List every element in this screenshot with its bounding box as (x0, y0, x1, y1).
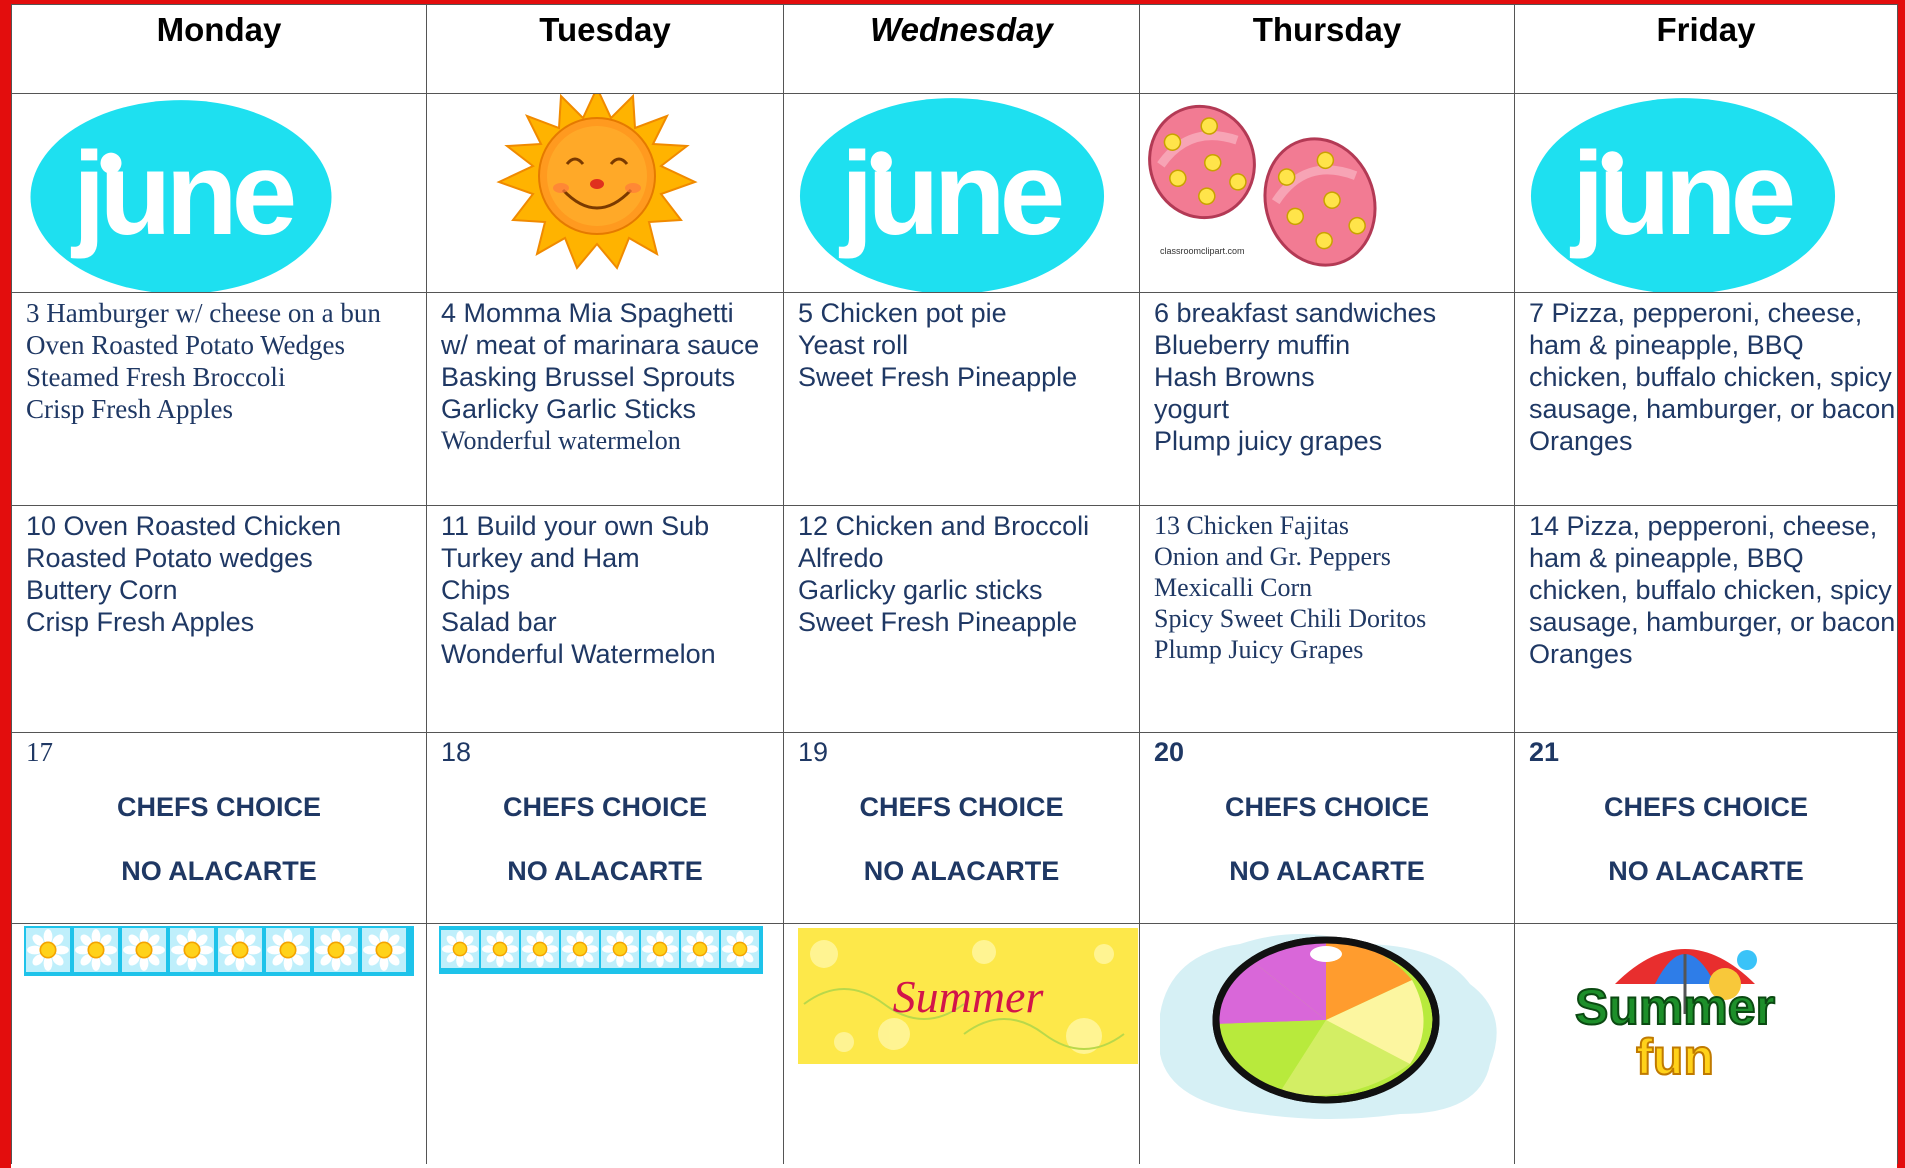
day-cell-june-18 (427, 733, 784, 924)
no-alacarte-label: NO ALACARTE (121, 856, 317, 886)
clipart-credit: classroomclipart.com (1160, 246, 1245, 256)
menu-line: Oven Roasted Potato Wedges (26, 330, 346, 360)
day-cell-june-6 (1140, 293, 1515, 506)
menu-line: Plump juicy grapes (1154, 426, 1383, 456)
june-text: june (1571, 128, 1791, 260)
fun-text: fun (1636, 1029, 1714, 1085)
day-cell-june-4 (427, 293, 784, 506)
menu-line: ham & pineapple, BBQ (1529, 543, 1804, 573)
summer-text: Summer (1574, 979, 1776, 1035)
day-cell-june-12 (784, 506, 1140, 733)
cell-summer-fun-image (1515, 924, 1898, 1165)
day-number: 17 (26, 737, 53, 767)
menu-line: 10 Oven Roasted Chicken (26, 511, 342, 541)
cell-sun-image (427, 94, 784, 293)
cell-june-logo-1 (12, 94, 427, 293)
june-text: june (840, 128, 1060, 260)
flip-flops-image (1140, 94, 1515, 292)
summer-script-text: Summer (892, 971, 1044, 1022)
menu-line: 11 Build your own Sub (441, 511, 710, 541)
day-number: 19 (798, 737, 829, 767)
menu-entry (1140, 293, 1514, 457)
daisy-border-image (12, 924, 427, 984)
cell-june-logo-3 (1515, 94, 1898, 293)
menu-line: 5 Chicken pot pie (798, 298, 1007, 328)
no-alacarte-label: NO ALACARTE (863, 856, 1060, 886)
menu-entry (427, 293, 783, 457)
menu-line: 13 Chicken Fajitas (1154, 511, 1349, 540)
menu-line: chicken, buffalo chicken, spicy (1529, 362, 1892, 392)
summer-fun-image (1515, 924, 1898, 1104)
menu-line: Hash Browns (1154, 362, 1315, 392)
menu-line: Wonderful Watermelon (441, 639, 716, 669)
day-number: 21 (1529, 737, 1560, 767)
day-header-friday: Friday (1515, 5, 1898, 94)
menu-line: Crisp Fresh Apples (26, 394, 234, 424)
menu-entry (1515, 506, 1897, 670)
smiling-sun-image (427, 94, 784, 292)
day-cell-june-3 (12, 293, 427, 506)
menu-line: Garlicky Garlic Sticks (441, 394, 697, 424)
day-cell-june-13 (1140, 506, 1515, 733)
menu-line: Turkey and Ham (441, 543, 640, 573)
menu-line: 6 breakfast sandwiches (1154, 298, 1437, 328)
no-alacarte-label: NO ALACARTE (1608, 856, 1804, 886)
day-cell-june-7 (1515, 293, 1898, 506)
menu-line: Wonderful watermelon (441, 426, 681, 455)
chefs-choice-label: CHEFS CHOICE (859, 792, 1064, 822)
menu-entry (784, 506, 1139, 638)
menu-line: Sweet Fresh Pineapple (798, 362, 1078, 392)
june-text: june (72, 128, 292, 260)
day-cell-june-20 (1140, 733, 1515, 924)
menu-line: Salad bar (441, 607, 557, 637)
day-cell-june-19 (784, 733, 1140, 924)
june-logo-image (784, 94, 1140, 292)
day-number: 20 (1154, 737, 1185, 767)
menu-entry (12, 506, 426, 638)
menu-line: Oranges (1529, 639, 1633, 669)
menu-line: w/ meat of marinara sauce (441, 330, 760, 360)
menu-line: Steamed Fresh Broccoli (26, 362, 286, 392)
chefs-choice-label: CHEFS CHOICE (502, 792, 708, 822)
clipart-row (12, 94, 1898, 293)
day-cell-june-11 (427, 506, 784, 733)
menu-line: Mexicalli Corn (1154, 573, 1313, 602)
menu-line: Roasted Potato wedges (26, 543, 313, 573)
menu-line: Sweet Fresh Pineapple (798, 607, 1078, 637)
menu-line: Oranges (1529, 426, 1633, 456)
chefs-choice-label: CHEFS CHOICE (1224, 792, 1430, 822)
summer-floral-image (784, 924, 1140, 1074)
menu-line: Onion and Gr. Peppers (1154, 542, 1391, 571)
menu-line: ham & pineapple, BBQ (1529, 330, 1804, 360)
menu-line: 4 Momma Mia Spaghetti (441, 298, 734, 328)
cell-beach-ball-image (1140, 924, 1515, 1165)
menu-entry (1140, 506, 1514, 665)
cell-flip-flops-image (1140, 94, 1515, 293)
week-row-2 (12, 506, 1898, 733)
menu-entry (784, 293, 1139, 393)
header-row (12, 5, 1898, 94)
chefs-choice-label: CHEFS CHOICE (1603, 792, 1809, 822)
cell-summer-script-image (784, 924, 1140, 1165)
menu-entry (1515, 293, 1897, 457)
week-row-1 (12, 293, 1898, 506)
june-logo-image (1515, 94, 1898, 292)
day-header-thursday: Thursday (1140, 5, 1515, 94)
menu-line: 14 Pizza, pepperoni, cheese, (1529, 511, 1878, 541)
menu-line: Spicy Sweet Chili Doritos (1154, 604, 1427, 633)
menu-line: Buttery Corn (26, 575, 178, 605)
menu-entry (12, 293, 426, 425)
art-row (12, 924, 1898, 1165)
menu-line: Crisp Fresh Apples (26, 607, 255, 637)
day-cell-june-10 (12, 506, 427, 733)
daisy-border-image (427, 924, 784, 984)
no-alacarte-label: NO ALACARTE (1229, 856, 1425, 886)
day-cell-june-17 (12, 733, 427, 924)
chefs-choice-label: CHEFS CHOICE (116, 792, 322, 822)
menu-entry (427, 506, 783, 670)
menu-line: Yeast roll (798, 330, 909, 360)
menu-line: Blueberry muffin (1154, 330, 1351, 360)
cell-daisy-border-2 (427, 924, 784, 1165)
menu-calendar (11, 4, 1898, 1164)
menu-line: sausage, hamburger, or bacon (1529, 607, 1896, 637)
day-cell-june-21 (1515, 733, 1898, 924)
menu-line: Alfredo (798, 543, 884, 573)
day-header-wednesday: Wednesday (784, 5, 1140, 94)
cell-daisy-border-1 (12, 924, 427, 1165)
menu-line: 3 Hamburger w/ cheese on a bun (26, 298, 381, 328)
menu-line: Garlicky garlic sticks (798, 575, 1043, 605)
day-cell-june-14 (1515, 506, 1898, 733)
menu-line: Basking Brussel Sprouts (441, 362, 736, 392)
beach-ball-image (1140, 924, 1515, 1124)
day-cell-june-5 (784, 293, 1140, 506)
menu-line: sausage, hamburger, or bacon (1529, 394, 1896, 424)
june-logo-image (12, 94, 427, 292)
no-alacarte-label: NO ALACARTE (507, 856, 703, 886)
menu-line: 7 Pizza, pepperoni, cheese, (1529, 298, 1863, 328)
day-number: 18 (441, 737, 472, 767)
day-header-monday: Monday (12, 5, 427, 94)
cell-june-logo-2 (784, 94, 1140, 293)
menu-line: Chips (441, 575, 511, 605)
week-row-3 (12, 733, 1898, 924)
menu-line: 12 Chicken and Broccoli (798, 511, 1090, 541)
day-header-tuesday: Tuesday (427, 5, 784, 94)
menu-line: yogurt (1154, 394, 1230, 424)
menu-line: Plump Juicy Grapes (1154, 635, 1364, 664)
menu-line: chicken, buffalo chicken, spicy (1529, 575, 1892, 605)
